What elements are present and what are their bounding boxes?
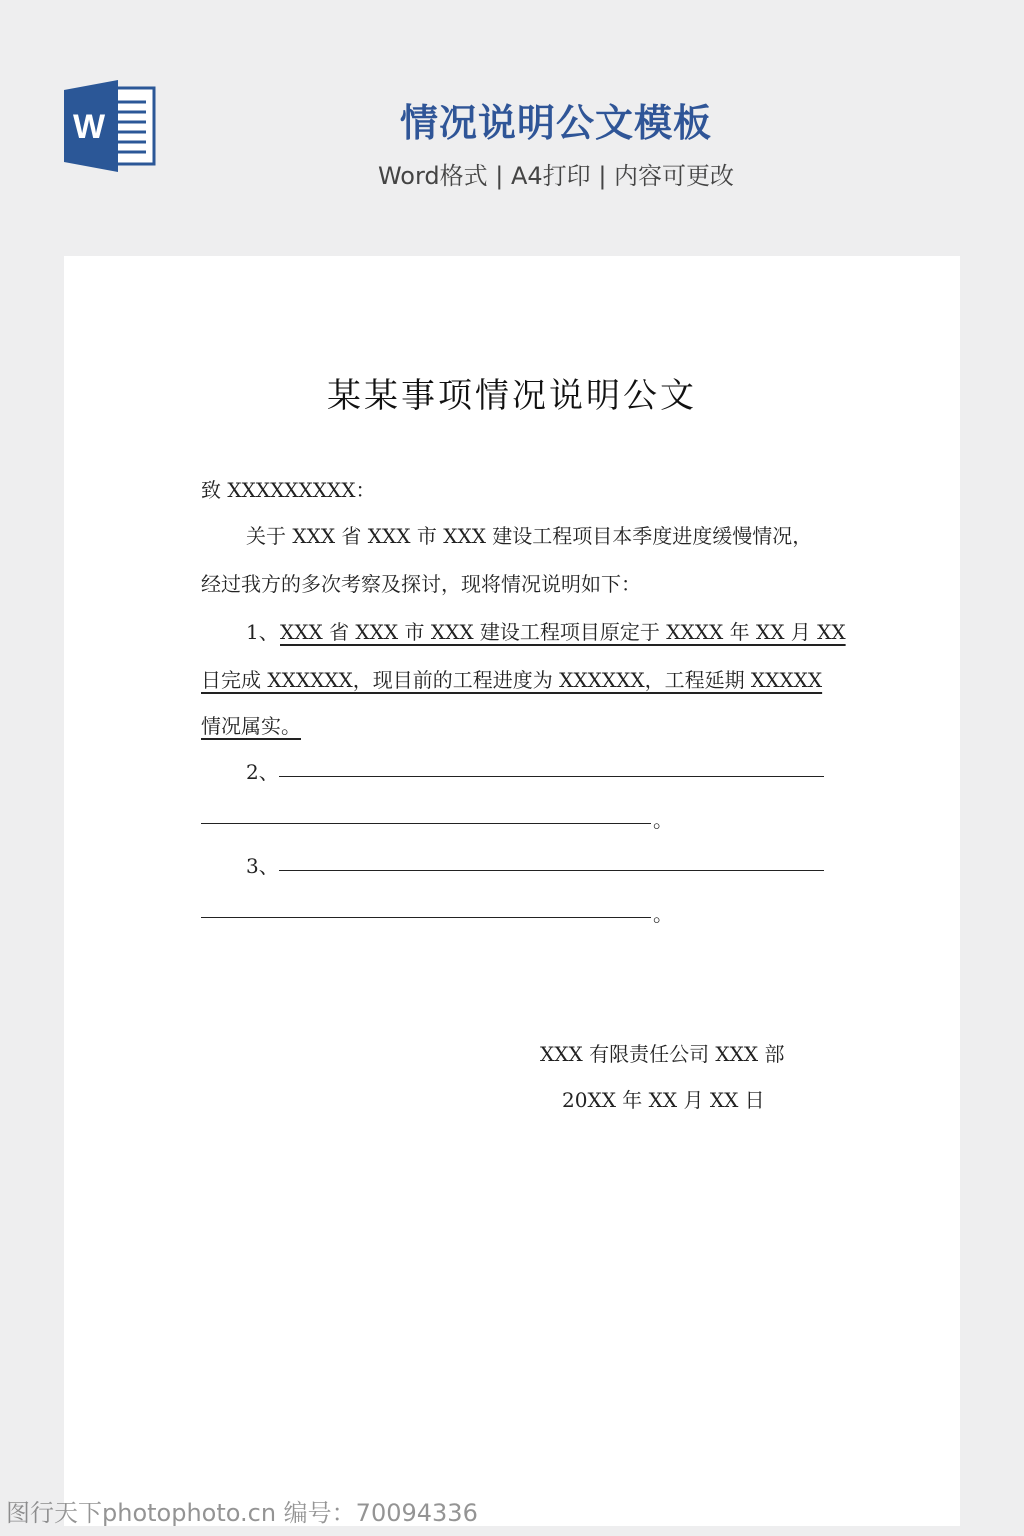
header <box>0 0 1024 230</box>
item-3-blank-line-1 <box>279 870 824 871</box>
watermark: 图行天下photophoto.cn 编号：70094336 <box>6 1499 478 1527</box>
item-3-prefix: 3、 <box>246 854 279 878</box>
item-2-end: 。 <box>653 808 673 832</box>
item-1-line-2: 日完成 XXXXXX，现目前的工程进度为 XXXXXX，工程延期 XXXXX <box>201 668 823 692</box>
document-page <box>64 256 960 1526</box>
salutation: 致 XXXXXXXXX： <box>201 478 376 502</box>
intro-line-2: 经过我方的多次考察及探讨，现将情况说明如下： <box>201 572 641 596</box>
page-title: 情况说明公文模板 <box>399 101 712 145</box>
item-2-blank-line-2 <box>201 823 651 824</box>
intro-line-1: 关于 XXX 省 XXX 市 XXX 建设工程项目本季度进度缓慢情况， <box>246 524 813 548</box>
item-3-blank-line-2 <box>201 917 651 918</box>
signature-date: 20XX 年 XX 月 XX 日 <box>562 1088 765 1112</box>
item-2-blank-line-1 <box>279 776 824 777</box>
document-title: 某某事项情况说明公文 <box>327 376 697 416</box>
signature-organization: XXX 有限责任公司 XXX 部 <box>540 1042 785 1066</box>
item-1-prefix: 1、 <box>246 620 279 644</box>
item-2-prefix: 2、 <box>246 760 279 784</box>
page-subtitle: Word格式 | A4打印 | 内容可更改 <box>377 162 735 190</box>
word-icon <box>62 80 158 172</box>
item-1-line-1: XXX 省 XXX 市 XXX 建设工程项目原定于 XXXX 年 XX 月 XX <box>280 620 846 644</box>
word-icon-letter: W <box>72 108 106 146</box>
item-1-line-3: 情况属实。 <box>201 714 301 738</box>
item-3-end: 。 <box>653 902 673 926</box>
